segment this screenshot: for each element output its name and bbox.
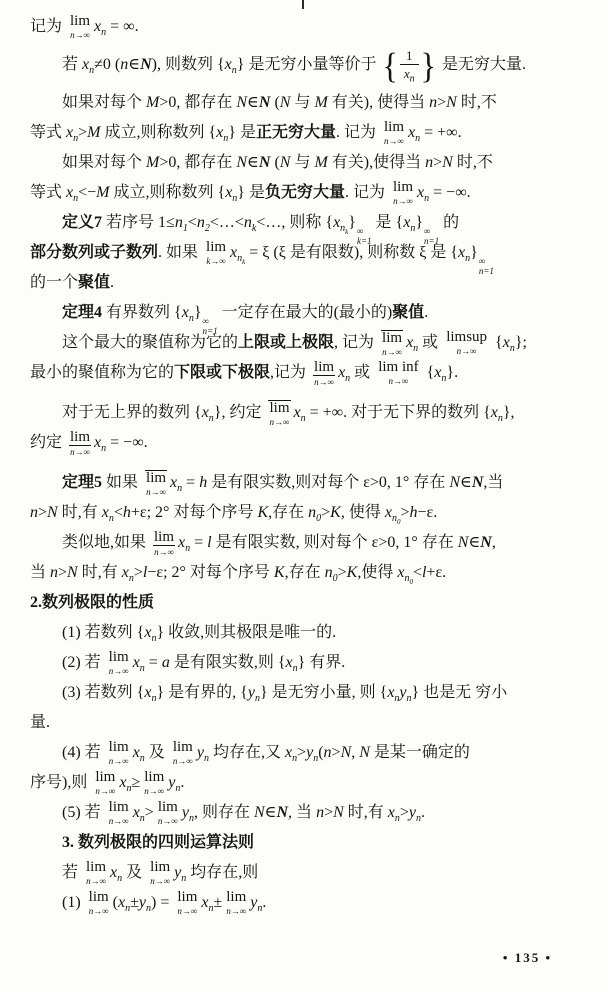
text-line: (2) 若 lim n→∞ $x_n = a$ 是有限实数,则 $\{x_n\}$ 有界.	[62, 649, 346, 677]
text-line: 定义7 若序号 $1\le n_1<n_2<\dots<n_k<\dots$, 则称 $\{x_{n_k}\}$ ∞ k=1 是 $\{x_n\}$ ∞ n=1 的	[62, 214, 460, 247]
text-line: 最小的聚值称为它的下限或下极限,记为 lim n→∞ $x_n$ 或 lim inf n→∞ $\{x_n\}$.	[30, 358, 459, 387]
text-line: 等式 $x_n>M$ 成立,则称数列 $\{x_n\}$ 是正无穷大量. 记为 lim n→∞ $x_n$ = +∞.	[30, 119, 462, 147]
text-line: 当 n>N 时,有 $x_n>l-\varepsilon$; 2° 对每个序号 K,存在 $n_0>K$,使得 $x_{n_0}<l+\varepsilon$.	[30, 564, 447, 587]
text-line: 若 $x_n\ne 0$ (n∈N), 则数列 $\{x_n\}$ 是无穷小量等价于 { $\frac{1}{x_n}$ } 是无穷大量.	[62, 45, 526, 86]
text-line: (4) 若 lim n→∞ $x_n$ 及 lim n→∞ $y_n$ 均存在,又 $x_n>y_n(n>N$, N 是某一确定的	[62, 739, 470, 767]
text-line: 序号),则 lim n→∞ $x_n\ge$ lim n→∞ $y_n$.	[30, 769, 185, 797]
text-line: 定理4 有界数列 $\{x_n\}$ ∞ n=1 一定存在最大的(最小的)聚值.	[62, 304, 429, 337]
page-number: • 135 •	[502, 950, 552, 965]
text-line: 如果对每个 M>0, 都存在 N∈N (N 与 M 有关), 使得当 n>N 时,不	[62, 94, 497, 111]
text-line: 量.	[30, 714, 51, 731]
text-line: (1) lim n→∞ $(x_n\pm y_n)$ = lim n→∞ $x_n\pm$ lim n→∞ $y_n$.	[62, 889, 267, 917]
text-line: 定理5 如果 lim n→∞ $x_n = h$ 是有限实数,则对每个 ε>0, 1° 存在 N∈N,当	[62, 469, 504, 497]
text-line: 若 lim n→∞ $x_n$ 及 lim n→∞ $y_n$ 均存在,则	[62, 859, 259, 887]
text-line: 记为 lim n→∞ $x_n$ = ∞.	[30, 13, 139, 41]
text-line: 2.数列极限的性质	[30, 594, 155, 611]
text-line: 等式 $x_n<-M$ 成立,则称数列 $\{x_n\}$ 是负无穷大量. 记为 lim n→∞ $x_n$ = −∞.	[30, 179, 471, 207]
text-line: 对于无上界的数列 $\{x_n\}$, 约定 lim n→∞ $x_n$ = +∞. 对于无下界的数列 $\{x_n\}$,	[62, 399, 515, 427]
text-line: 这个最大的聚值称为它的上限或上极限, 记为 lim n→∞ $x_n$ 或 limsup n→∞ $\{x_n\}$;	[62, 329, 527, 357]
scan-artifact	[302, 0, 304, 9]
text-line: 部分数列或子数列. 如果 lim k→∞ $x_{n_k} = \xi$ (ξ 是有限数), 则称数 ξ 是 $\{x_n\}$ ∞ n=1	[30, 239, 494, 277]
text-line: 约定 lim n→∞ $x_n$ = −∞.	[30, 428, 148, 457]
text-line: 类似地,如果 lim n→∞ $x_n = l$ 是有限实数, 则对每个 ε>0, 1° 存在 N∈N,	[62, 528, 496, 557]
text-line: 如果对每个 M>0, 都存在 N∈N (N 与 M 有关),使得当 n>N 时,不	[62, 154, 493, 171]
text-line: 3. 数列极限的四则运算法则	[62, 834, 255, 851]
text-line: (5) 若 lim n→∞ $x_n>$ lim n→∞ $y_n$, 则存在 N∈N, 当 n>N 时,有 $x_n>y_n$.	[62, 799, 426, 827]
text-line: (1) 若数列 $\{x_n\}$ 收敛,则其极限是唯一的.	[62, 624, 337, 645]
text-line: n>N 时,有 $x_n<h+\varepsilon$; 2° 对每个序号 K,存在 $n_0>K$, 使得 $x_{n_0}>h-\varepsilon$.	[30, 504, 438, 527]
text-line: (3) 若数列 $\{x_n\}$ 是有界的, $\{y_n\}$ 是无穷小量, 则 $\{x_ny_n\}$ 也是无 穷小	[62, 684, 508, 705]
text-line: 的一个聚值.	[30, 274, 115, 291]
